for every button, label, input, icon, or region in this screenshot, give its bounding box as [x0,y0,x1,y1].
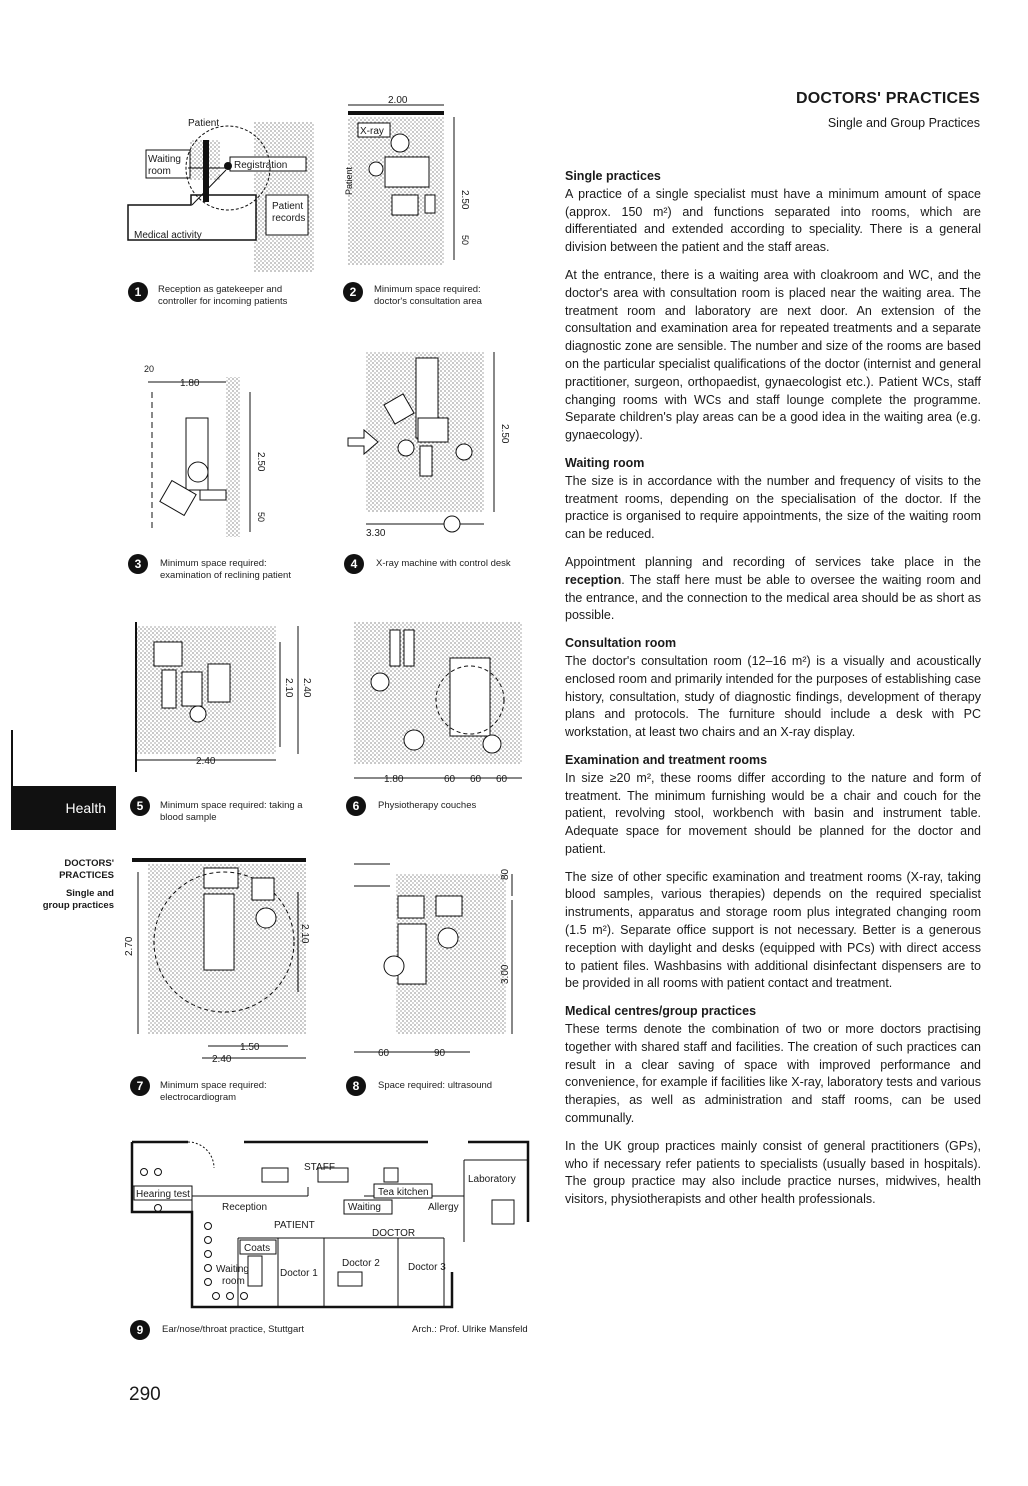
paragraph [565,554,981,625]
section-heading: Consultation room [565,636,677,651]
section-heading: Medical centres/group practices [565,1004,757,1019]
dim-bottom: 3.30 [366,528,386,539]
caption-line: controller for incoming patients [158,296,288,307]
page-number: 290 [129,1384,161,1405]
label-medical-activity: Medical activity [134,230,202,241]
label-patient-records: Patient [272,201,304,212]
dim-b1: 60 [378,1048,390,1059]
caption-line: Ear/nose/throat practice, Stuttgart [162,1324,305,1335]
figure-6-caption [378,800,476,812]
side-navigation [10,858,114,912]
caption-line: doctor's consultation area [374,296,482,307]
room-hearing-test: Hearing test [136,1189,190,1200]
side-nav-line: group practices [42,900,114,911]
side-nav-line: Single and [65,888,114,899]
dim-4: 60 [496,774,508,785]
dim-b2: 90 [434,1048,446,1059]
caption-line: Minimum space required: taking a [160,800,303,811]
dim-side: 2.50 [255,452,266,472]
room-waiting: Waiting [348,1202,381,1213]
figure-7-caption [160,1080,267,1104]
caption-line: blood sample [160,812,217,823]
dim-1: 1.80 [384,774,404,785]
figure-number-3: 3 [128,554,148,574]
caption-line: X-ray machine with control desk [376,558,511,569]
figure-4-caption [376,558,511,570]
page-title: DOCTORS' PRACTICES [795,90,980,107]
dim-b2: 2.40 [212,1054,232,1065]
figure-number-8: 8 [346,1076,366,1096]
paragraph-emphasis: reception [565,572,622,587]
room-waiting-room: Waiting [216,1264,249,1275]
figure-9-floor-plan [128,1132,548,1317]
label-patient: Patient [188,118,220,129]
room-coats: Coats [244,1243,271,1254]
room-waiting-room-2: room [222,1276,245,1287]
paragraph: The size is in accordance with the number and frequency of visits to the treatment rooms, depending on the specialisation of the doctor. If the practice is organised to require appointments, the size of the waiting room can be reduced. [565,473,981,542]
figure-number-1: 1 [128,282,148,302]
figure-8-caption [378,1080,492,1092]
caption-line: Reception as gatekeeper and [158,284,283,295]
side-nav-line: PRACTICES [59,870,114,881]
figure-8-diagram [350,856,530,1066]
figure-5-caption [160,800,303,824]
caption-line: Physiotherapy couches [378,800,477,811]
caption-line: examination of reclining patient [160,570,291,581]
caption-line: Minimum space required: [374,284,481,295]
room-staff: STAFF [304,1162,335,1173]
zone-patient: PATIENT [274,1220,315,1231]
label-records: records [272,213,306,224]
label-xray: X-ray [360,126,384,137]
caption-line: Space required: ultrasound [378,1080,493,1091]
paragraph-text: . The staff here must be able to oversee the waiting room and the entrance, and the connection to the medical area should be as short as possible. [565,572,981,623]
section-heading: Examination and treatment rooms [565,752,768,767]
dim-b: 2.40 [301,678,312,698]
label-registration: Registration [234,160,288,171]
dim-top: 80 [500,868,511,880]
body-text-column [565,168,981,1219]
dim-right: 2.10 [299,924,310,944]
room-doctor-1: Doctor 1 [280,1268,318,1279]
room-doctor-2: Doctor 2 [342,1258,380,1269]
section-heading: Waiting room [565,455,645,470]
figure-1-diagram [126,110,316,275]
dim-20: 20 [144,364,155,374]
caption-line: Minimum space required: [160,558,267,569]
dim-3: 60 [470,774,482,785]
dim-top: 1.80 [180,378,200,389]
paragraph: In size ≥20 m², these rooms differ according to the nature and form of treatment. The minimum furnishing would be a chair and couch for the patient, revolving stool, workbench with basin and instrument table. Adequate space for movement should be planned for the doctor and patient. [565,770,981,856]
section-heading: Single practices [565,169,661,183]
figure-3-diagram [128,362,278,542]
dim-small: 50 [460,235,470,246]
paragraph: The size of other specific examination and treatment rooms (X-ray, taking blood samples, various therapies) depends on the required specialist instruments, apparatus and storage room plus integrated changing room (1.5 m²). Separate office support is not necessary. Better is a generous reception with daylight and desks (equipped with PCs) with direct access to patient files. Washbasins with additional disinfectant dispensers are to be provided in all rooms with patient contact and treatment. [565,869,981,991]
dim-bottom: 2.40 [196,756,216,767]
label-waiting: Waiting [148,154,181,165]
figure-2-caption [374,284,482,308]
dim-side: 2.50 [499,424,510,444]
paragraph: These terms denote the combination of two or more doctors practising together with shared staff and facilities. The creation of such practices can result in a clear saving of space with improved performance and convenience, for example if facilities like X-ray, laboratory tests and various therapies, as well as administration and staff rooms, can be used communally. [565,1022,981,1126]
figure-3-caption [160,558,291,582]
section-tab: Health [12,786,116,830]
dim-top: 2.00 [388,95,408,106]
figure-number-4: 4 [344,554,364,574]
dim-small: 50 [256,512,266,523]
room-doctor-3: Doctor 3 [408,1262,446,1273]
figure-1-caption [158,284,287,308]
paragraph: At the entrance, there is a waiting area with cloakroom and WC, and the doctor's area with consultation room is placed near the waiting area. The treatment room and laboratory are next door. An extension of the consultation and examination area for repeated treatments and a separate diagnostic zone are sensible. The number and size of the rooms are based on the particular specialist qualifications of the doctor (internist and general practitioner, surgeon, orthopaedist, gynaecologist etc.). Patient WCs, staff changing rooms with WCs and staff lounge complete the programme. Separate children's play areas can be a good idea in the waiting area (e.g. gynaecology). [565,267,981,443]
figure-number-6: 6 [346,796,366,816]
paragraph: In the UK group practices mainly consist of general practitioners (GPs), who if necessary refer patients to specialists (usually based in hospitals). The group practice may also include practice nurses, midwives, health visitors, physiotherapists and other health professionals. [565,1138,981,1207]
figure-5-diagram [128,612,312,787]
dim-2: 60 [444,774,456,785]
figure-7-diagram [124,852,318,1067]
paragraph: A practice of a single specialist must have a minimum amount of space (approx. 150 m²) and functions separated into rooms, which are differentiated and extended according to speciality. There is a general division between the patient and the staff areas. [565,186,981,255]
figure-number-5: 5 [130,796,150,816]
figure-number-2: 2 [343,282,363,302]
figure-number-9: 9 [130,1320,150,1340]
room-tea-kitchen: Tea kitchen [378,1187,429,1198]
room-laboratory: Laboratory [468,1174,516,1185]
figure-number-7: 7 [130,1076,150,1096]
architect-credit: Arch.: Prof. Ulrike Mansfeld [412,1324,528,1335]
side-nav-line: DOCTORS' [64,858,114,869]
figure-2-diagram [340,95,490,270]
dim-b1: 1.50 [240,1042,260,1053]
room-reception: Reception [222,1202,268,1213]
caption-line: Minimum space required: [160,1080,267,1091]
zone-doctor: DOCTOR [372,1228,416,1239]
figure-6-diagram [350,618,525,788]
figure-9-caption [162,1324,304,1336]
label-room: room [148,166,171,177]
dim-side: 3.00 [500,964,511,984]
paragraph: The doctor's consultation room (12–16 m²) is a visually and acoustically enclosed room and primarily intended for the purposes of establishing case history, consultation, study of diagnostic findings, development of therapy plans and protocols. The furniture should include a desk with PC workstation, at least two chairs and an X-ray display. [565,653,981,740]
figure-4-diagram [344,338,524,538]
paragraph-text: Appointment planning and recording of services take place in the [565,554,981,569]
dim-a: 2.10 [283,678,294,698]
dim-side: 2.50 [459,190,470,210]
caption-line: electrocardiogram [160,1092,237,1103]
page-subtitle: Single and Group Practices [827,116,980,130]
dim-left: 2.70 [124,936,135,956]
label-patient: Patient [344,166,354,195]
room-allergy: Allergy [428,1202,459,1213]
